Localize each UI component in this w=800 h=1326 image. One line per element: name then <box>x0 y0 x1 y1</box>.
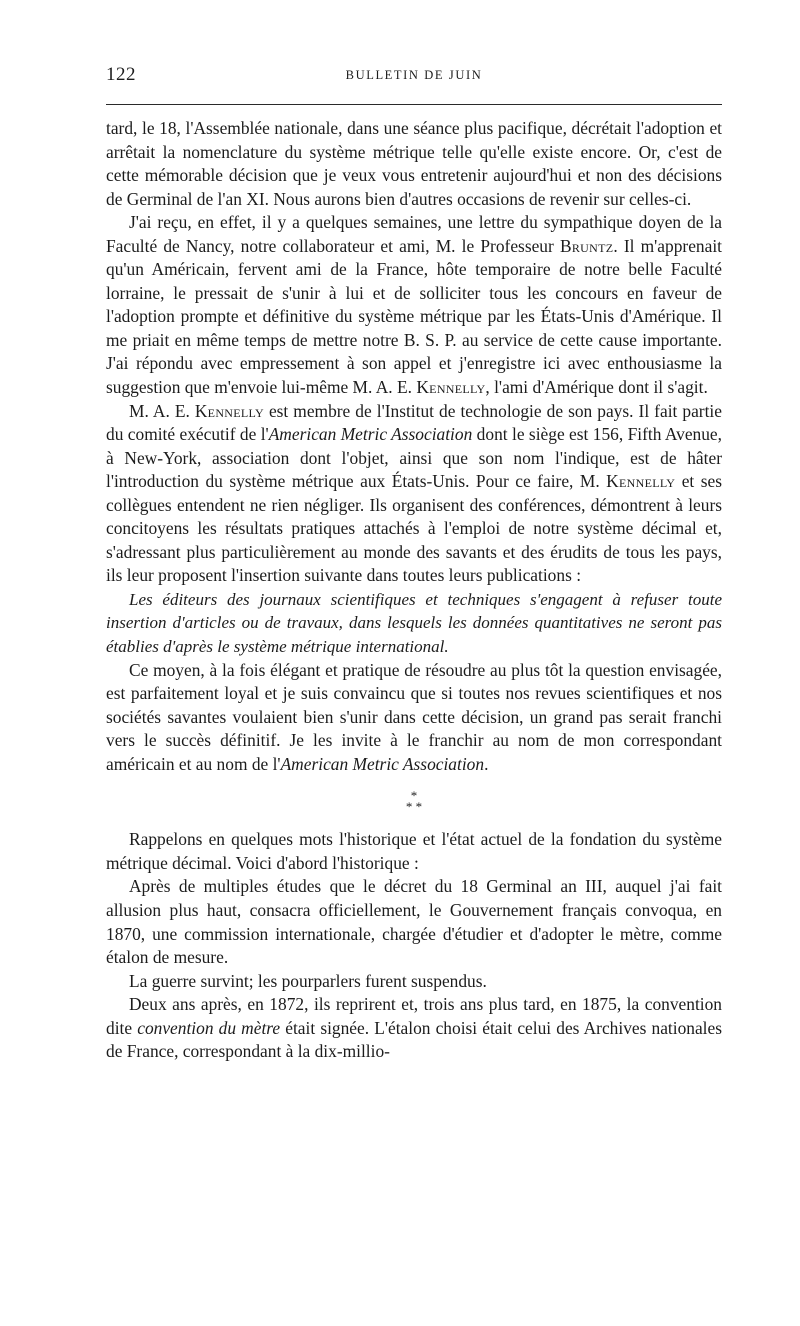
paragraph-6: Après de multiples études que le décret du 18 Germinal an III, auquel j'ai fait allusion plus haut, consacra officiellement, le Gouvernement français convoqua, en 1870, une commission internationale, chargée d'étudier et d'adopter le mètre, comme étalon de mesure. <box>106 876 722 968</box>
paragraph-3-text-a: M. A. E. <box>129 400 195 421</box>
paragraph-4 <box>106 659 722 777</box>
paragraph-4-text-b: . <box>484 753 489 774</box>
person-name-kennelly: Kennelly <box>194 400 264 421</box>
paragraph-8-text-b: était signée. L'étalon choisi était celui des Archives nationales de France, correspondant à la dix-millio- <box>106 1017 723 1062</box>
body-text <box>106 117 722 1064</box>
paragraph-4-text-a: Ce moyen, à la fois élégant et pratique de résoudre au plus tôt la question envisagée, est parfaitement loyal et je suis convaincu que si toutes nos revues scientifiques et nos sociétés savantes voulaient bien s'unir dans cette décision, un grand pas serait franchi vers le succès définitif. Je les invite à le franchir au nom de mon correspondant américain et au nom de l' <box>106 659 722 774</box>
paragraph-7: La guerre survint; les pourparlers furent suspendus. <box>129 970 487 991</box>
paragraph-8 <box>106 993 722 1064</box>
page-number: 122 <box>106 64 136 85</box>
paragraph-2-text-a: J'ai reçu, en effet, il y a quelques semaines, une lettre du sympathique doyen de la Faculté de Nancy, notre collaborateur et ami, M. le Professeur <box>106 212 722 256</box>
paragraph-3-text-d: et ses collègues entendent ne rien négliger. Ils organisent des conférences, démontrent à leurs concitoyens les résultats pratiques attachés à l'emploi de notre système décimal et, s'adressant plus particulièrement au monde des savants et des érudits de tous les pays, ils leur proposent l'insertion suivante dans toutes leurs publications : <box>106 471 722 586</box>
convention-name: convention du mètre <box>137 1017 281 1038</box>
person-name-kennelly: Kennelly <box>606 471 676 492</box>
quoted-insertion: Les éditeurs des journaux scientifiques et techniques s'engagent à refuser toute insertion d'articles ou de travaux, dans lesquels les données quantitatives ne seront pas établies d'après le système métrique international. <box>106 589 722 657</box>
header-rule <box>106 104 722 105</box>
page-header <box>106 58 722 88</box>
paragraph-2 <box>106 211 722 399</box>
paragraph-3 <box>106 400 722 588</box>
running-head: BULLETIN DE JUIN <box>345 68 483 82</box>
paragraph-8-text-a: Deux ans après, en 1872, ils reprirent et, trois ans plus tard, en 1875, la convention dite <box>106 994 722 1038</box>
paragraph-2-text-b: . Il m'apprenait qu'un Américain, fervent ami de la France, hôte temporaire de notre belle Faculté lorraine, le pressait de s'unir à lui et de solliciter tous les concours en faveur de l'adoption prompte et définitive du système métrique par les États-Unis d'Amérique. Il me priait en même temps de mettre notre B. S. P. au service de cette cause importante. J'ai répondu avec empressement à son appel et j'enregistre ici avec enthousiasme la suggestion que m'envoie lui-même M. A. E. <box>106 235 722 398</box>
asterism-bottom: * * <box>405 799 423 815</box>
asterism-top: * <box>410 788 418 804</box>
person-name-kennelly: Kennelly <box>416 377 486 398</box>
paragraph-1: tard, le 18, l'Assemblée nationale, dans une séance plus pacifique, décrétait l'adoption et arrêtait la nomenclature du système métrique telle qu'elle existe encore. Or, c'est de cette mémorable décision que je veux vous entretenir aujourd'hui et non des décisions de Germinal de l'an XI. Nous aurons bien d'autres occasions de revenir sur celles-ci. <box>106 118 722 209</box>
paragraph-5: Rappelons en quelques mots l'historique et l'état actuel de la fondation du système métrique décimal. Voici d'abord l'historique : <box>106 829 722 873</box>
asterism-separator <box>106 788 722 815</box>
person-name-bruntz: Bruntz <box>559 235 614 256</box>
association-name: American Metric Association <box>280 753 485 774</box>
paragraph-3-text-c: dont le siège est 156, Fifth Avenue, à New-York, association dont l'objet, ainsi que son nom l'indique, est de hâter l'introduction du système métrique aux États-Unis. Pour ce faire, M. <box>106 424 722 492</box>
paragraph-2-text-c: , l'ami d'Amérique dont il s'agit. <box>485 377 708 398</box>
paragraph-3-text-b: est membre de l'Institut de technologie de son pays. Il fait partie du comité exécutif de l' <box>106 400 722 445</box>
association-name: American Metric Association <box>268 424 473 445</box>
